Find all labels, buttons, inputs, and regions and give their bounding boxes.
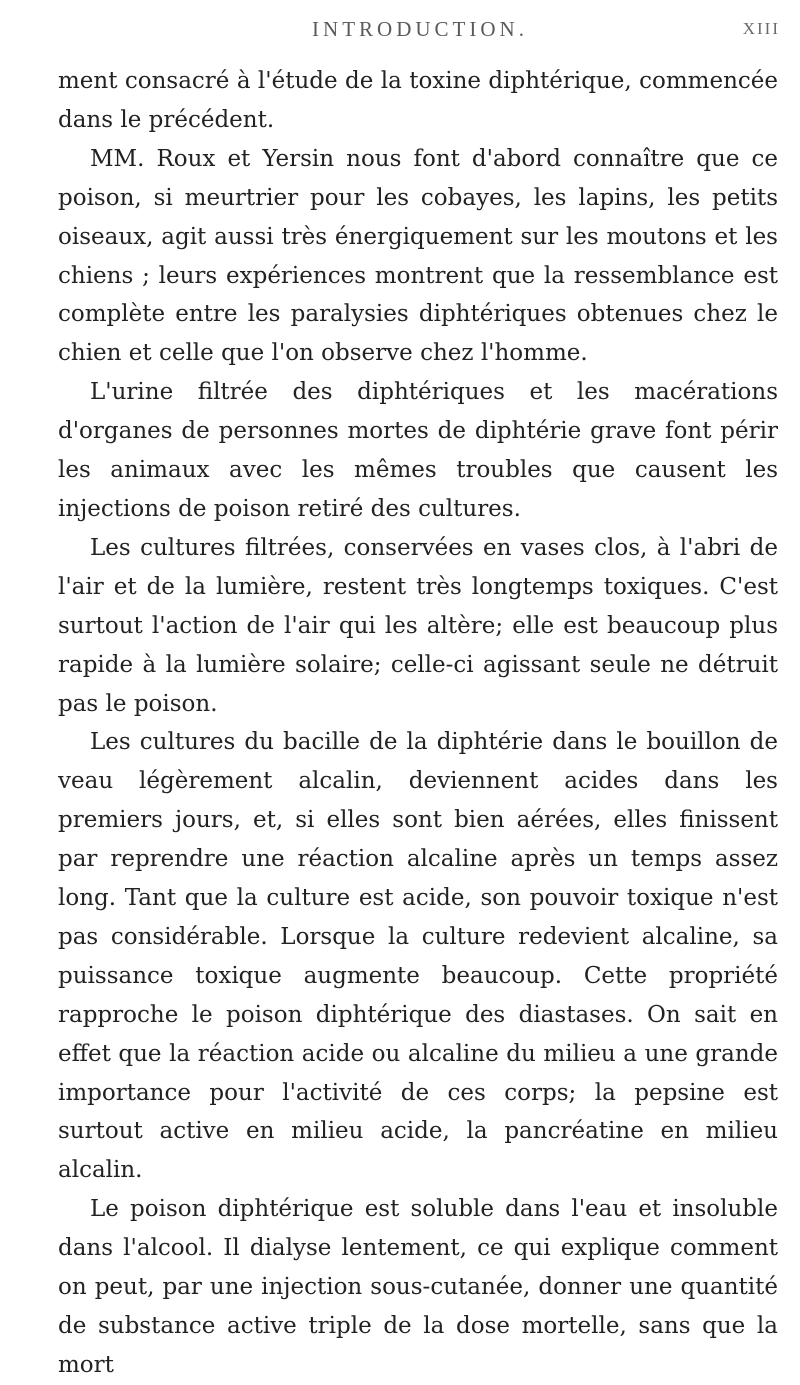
paragraph: Le poison diphtérique est soluble dans l'eau et insoluble dans l'alcool. Il dialyse lentement, ce qui explique comment on peut, par une injection sous-cutanée, donner une quantité de substance active triple de la dose mortelle, sans que la mort [58, 1196, 778, 1378]
paragraph: Les cultures filtrées, conservées en vases clos, à l'abri de l'air et de la lumière, restent très longtemps toxiques. C'est surtout l'action de l'air qui les altère; elle est beaucoup plus rapide à la lumière solaire; celle-ci agissant seule ne détruit pas le poison. [58, 534, 778, 717]
running-title: INTRODUCTION. [312, 17, 528, 41]
page-number: XIII [742, 19, 780, 38]
body-text [58, 62, 778, 1385]
running-head [60, 17, 780, 47]
paragraph-continuation: ment consacré à l'étude de la toxine diphtérique, commencée dans le précédent. [58, 68, 778, 133]
paragraph: L'urine filtrée des diphtériques et les macérations d'organes de personnes mortes de diphtérie grave font périr les animaux avec les mêmes troubles que causent les injections de poison retiré des cultures. [58, 379, 778, 522]
paragraph: Les cultures du bacille de la diphtérie dans le bouillon de veau légèrement alcalin, deviennent acides dans les premiers jours, et, si elles sont bien aérées, elles finissent par reprendre une réaction alcaline après un temps assez long. Tant que la culture est acide, son pouvoir toxique n'est pas considérable. Lorsque la culture redevient alcaline, sa puissance toxique augmente beaucoup. Cette propriété rapproche le poison diphtérique des diastases. On sait en effet que la réaction acide ou alcaline du milieu a une grande importance pour l'activité de ces corps; la pepsine est surtout active en milieu acide, la pancréatine en milieu alcalin. [58, 729, 778, 1184]
paragraph: MM. Roux et Yersin nous font d'abord connaître que ce poison, si meurtrier pour les cobayes, les lapins, les petits oiseaux, agit aussi très énergiquement sur les moutons et les chiens ; leurs expériences montrent que la ressemblance est complète entre les paralysies diphtériques obtenues chez le chien et celle que l'on observe chez l'homme. [58, 145, 778, 367]
